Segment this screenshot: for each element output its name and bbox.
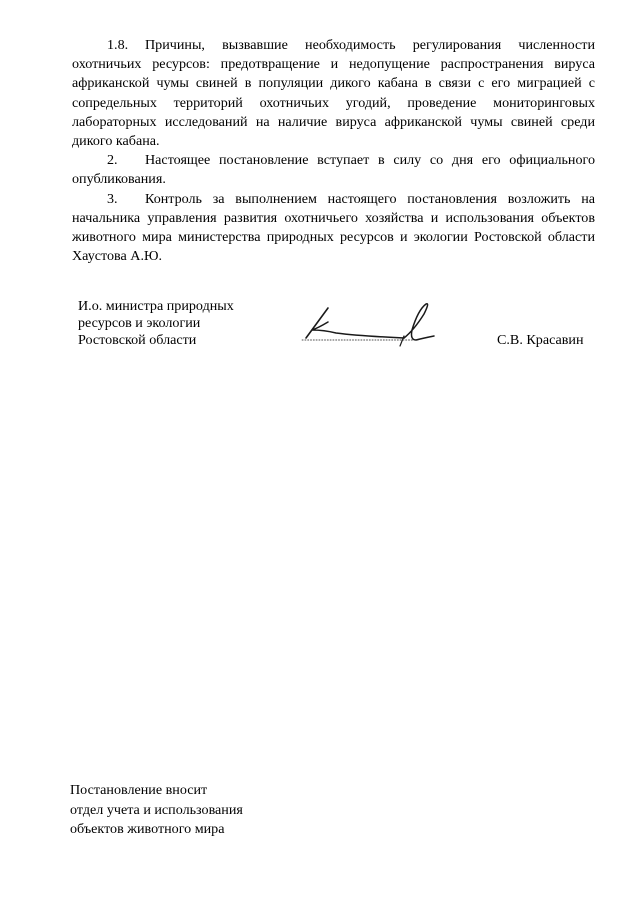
submitter-note [70,781,243,840]
submitter-note-line: отдел учета и использования [70,801,243,818]
paragraph-number: 3. [107,190,118,207]
signatory-name: С.В. Красавин [497,332,584,348]
paragraph-text: Настоящее постановление вступает в силу со дня его официального опубликования. [72,152,595,188]
submitter-note-line: Постановление вносит [70,782,208,798]
signatory-title-line: И.о. министра природных [78,298,234,314]
paragraph-2 [72,151,595,189]
paragraph-text: Контроль за выполнением настоящего постановления возложить на начальника управления развития охотничьего хозяйства и использования объектов животного мира министерства природных ресурсов и экологии Ростовской области Хаустова А.Ю. [72,190,595,265]
paragraph-3 [72,190,595,267]
paragraph-number: 2. [107,152,118,169]
submitter-note-line: объектов животного мира [70,821,225,837]
paragraph-text: Причины, вызвавшие необходимость регулирования численности охотничьих ресурсов: предотвращение и недопущение распространения вируса африканской чумы свиней в популяции дикого кабана в связи с его миграцией с сопредельных территорий охотничьих угодий, проведение мониторинговых лабораторных исследований на наличие вируса африканской чумы свиней среди дикого кабана. [72,37,595,150]
signatory-title [78,298,234,349]
signatory-title-line: ресурсов и экологии [78,315,201,331]
paragraph-number: 1.8. [107,37,129,53]
document-body [72,36,595,266]
signatory-title-line: Ростовской области [78,332,197,348]
paragraph-1-8 [72,36,595,151]
handwritten-signature [300,300,460,350]
